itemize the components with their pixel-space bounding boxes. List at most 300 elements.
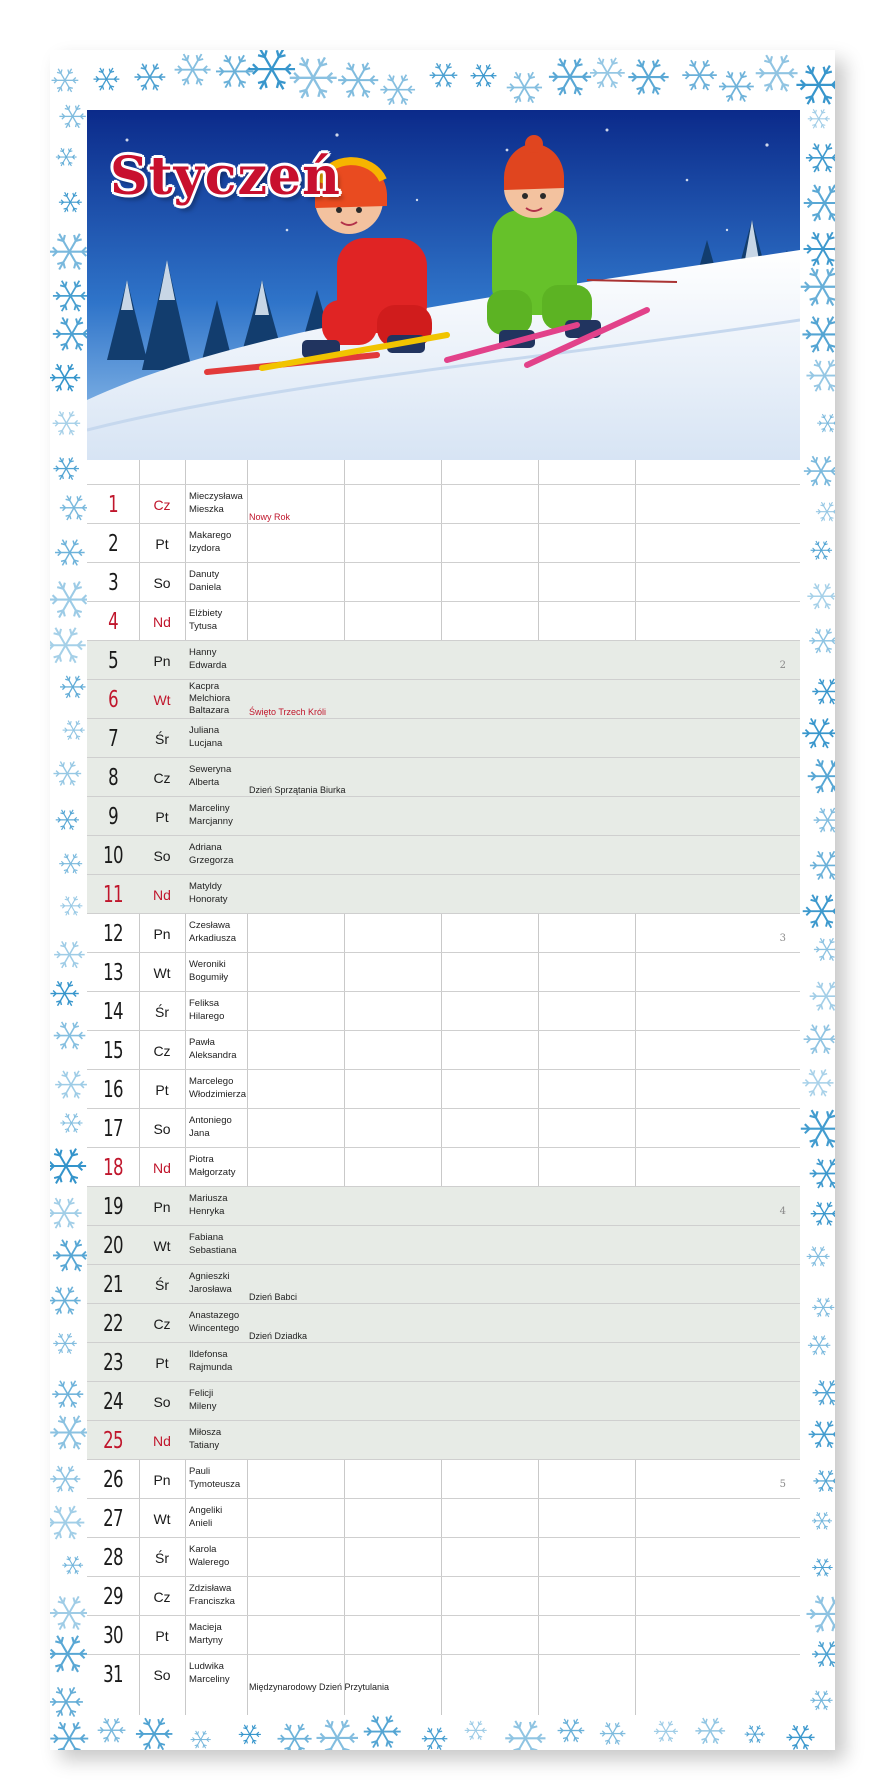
day-number: 10 bbox=[103, 842, 123, 869]
name-day: Danuty bbox=[189, 569, 220, 580]
name-days bbox=[189, 919, 251, 945]
name-days bbox=[189, 1543, 251, 1569]
day-number: 23 bbox=[103, 1349, 123, 1376]
snowflake-icon bbox=[505, 1721, 545, 1750]
snowflake-icon bbox=[422, 1728, 448, 1750]
day-row[interactable] bbox=[87, 874, 800, 914]
weekday-label: Wt bbox=[153, 1237, 171, 1254]
name-day: Izydora bbox=[189, 543, 221, 554]
name-day: Zdzisława bbox=[189, 1583, 232, 1594]
weekday-label: Cz bbox=[153, 1588, 171, 1605]
snowflake-icon bbox=[806, 144, 835, 173]
day-row[interactable] bbox=[87, 991, 800, 1031]
name-days bbox=[189, 1426, 251, 1452]
holiday-label: Nowy Rok bbox=[249, 512, 291, 522]
snowflake-icon bbox=[803, 895, 835, 928]
day-number: 19 bbox=[103, 1193, 123, 1220]
week-number: 5 bbox=[779, 1479, 786, 1490]
day-number: 5 bbox=[108, 647, 118, 674]
day-number: 14 bbox=[103, 998, 123, 1025]
snowflake-icon bbox=[802, 718, 835, 748]
holiday-label: Dzień Sprzątania Biurka bbox=[249, 785, 346, 795]
weekday-label: Cz bbox=[153, 1315, 171, 1332]
name-day: Czesława bbox=[189, 920, 231, 931]
name-day: Adriana bbox=[189, 842, 222, 853]
snowflake-icon bbox=[804, 185, 835, 221]
name-day: Mieczysława bbox=[189, 491, 243, 502]
day-row[interactable] bbox=[87, 1069, 800, 1109]
name-days bbox=[189, 1582, 251, 1608]
snowflake-icon bbox=[59, 105, 85, 128]
day-row[interactable] bbox=[87, 1576, 800, 1616]
name-day: Matyldy bbox=[189, 881, 222, 892]
name-days bbox=[189, 1114, 251, 1140]
day-row[interactable] bbox=[87, 1264, 800, 1304]
snowflake-icon bbox=[812, 1512, 832, 1529]
snowflake-icon bbox=[812, 1559, 832, 1577]
snowflake-icon bbox=[53, 411, 81, 435]
snowflake-icon bbox=[56, 810, 79, 830]
weekday-label: So bbox=[153, 1120, 171, 1137]
snowflake-icon bbox=[62, 1556, 83, 1574]
weekday-label: Cz bbox=[153, 769, 171, 786]
day-number: 26 bbox=[103, 1466, 123, 1493]
snowflake-icon bbox=[811, 541, 832, 560]
name-days bbox=[189, 568, 251, 594]
weekday-label: Śr bbox=[155, 1549, 169, 1566]
weekday-label: Nd bbox=[153, 886, 171, 903]
snowflake-icon bbox=[695, 1718, 725, 1744]
weekday-label: Pn bbox=[153, 925, 171, 942]
snowflake-icon bbox=[134, 64, 165, 91]
day-row[interactable] bbox=[87, 601, 800, 641]
name-days bbox=[189, 1348, 251, 1374]
name-day: Rajmunda bbox=[189, 1362, 233, 1373]
day-row[interactable] bbox=[87, 1030, 800, 1070]
name-days bbox=[189, 841, 251, 867]
snowflake-icon bbox=[50, 1416, 89, 1450]
weekday-label: Pn bbox=[153, 1198, 171, 1215]
weekday-label: Śr bbox=[155, 1276, 169, 1293]
snowflake-icon bbox=[52, 69, 79, 92]
weekday-label: So bbox=[153, 1393, 171, 1410]
day-number: 6 bbox=[108, 686, 118, 713]
snowflake-icon bbox=[600, 1723, 626, 1745]
holiday-label: Święto Trzech Króli bbox=[249, 707, 327, 717]
snowflake-icon bbox=[812, 1641, 835, 1666]
day-number: 1 bbox=[108, 491, 118, 518]
snowflake-icon bbox=[364, 1716, 401, 1748]
snowflake-icon bbox=[50, 1198, 82, 1228]
day-number: 28 bbox=[103, 1544, 123, 1571]
name-day: Angeliki bbox=[189, 1505, 223, 1516]
name-day: Edwarda bbox=[189, 660, 227, 671]
weekday-label: Nd bbox=[153, 613, 171, 630]
weekday-label: Pt bbox=[155, 535, 169, 552]
name-days bbox=[189, 997, 251, 1023]
day-number: 2 bbox=[108, 530, 118, 557]
snowflake-icon bbox=[55, 1071, 87, 1099]
day-number: 12 bbox=[103, 920, 123, 947]
snowflake-icon bbox=[53, 1333, 77, 1353]
snowflake-icon bbox=[60, 896, 82, 915]
snowflake-icon bbox=[216, 55, 253, 87]
day-number: 11 bbox=[103, 881, 123, 908]
name-days bbox=[189, 763, 251, 789]
day-row[interactable] bbox=[87, 640, 800, 680]
day-row[interactable] bbox=[87, 1654, 800, 1694]
name-day: Wincentego bbox=[189, 1323, 240, 1334]
weekday-label: So bbox=[153, 1666, 171, 1683]
snowflake-icon bbox=[50, 1687, 83, 1716]
snowflake-icon bbox=[53, 457, 79, 479]
name-day: Miłosza bbox=[189, 1427, 222, 1438]
name-day: Mileny bbox=[189, 1401, 217, 1412]
snowflake-icon bbox=[756, 55, 798, 91]
name-day: Makarego bbox=[189, 530, 232, 541]
name-day: Elżbiety bbox=[189, 608, 223, 619]
snowflake-icon bbox=[807, 1247, 830, 1267]
calendar-page bbox=[50, 50, 835, 1750]
day-row[interactable] bbox=[87, 1108, 800, 1148]
snowflake-icon bbox=[50, 582, 90, 618]
name-days bbox=[189, 1231, 251, 1257]
day-number: 27 bbox=[103, 1505, 123, 1532]
snowflake-icon bbox=[50, 1466, 80, 1492]
name-day: Tatiany bbox=[189, 1440, 220, 1451]
snowflake-icon bbox=[98, 1718, 126, 1742]
day-row[interactable] bbox=[87, 562, 800, 602]
snowflake-icon bbox=[816, 502, 835, 521]
day-row[interactable] bbox=[87, 757, 800, 797]
name-day: Anieli bbox=[189, 1518, 213, 1529]
name-day: Małgorzaty bbox=[189, 1167, 236, 1178]
snowflake-icon bbox=[810, 1159, 835, 1188]
name-day: Fabiana bbox=[189, 1232, 224, 1243]
snowflake-icon bbox=[802, 317, 835, 353]
snowflake-icon bbox=[239, 1725, 261, 1744]
weekday-label: Cz bbox=[153, 1042, 171, 1059]
snowflake-icon bbox=[53, 762, 81, 786]
name-days bbox=[189, 1192, 251, 1218]
snowflake-icon bbox=[465, 1721, 487, 1740]
snowflake-icon bbox=[801, 1110, 835, 1147]
day-number: 22 bbox=[103, 1310, 123, 1337]
week-number: 3 bbox=[779, 933, 786, 944]
name-day: Marcelego bbox=[189, 1076, 234, 1087]
name-day: Ildefonsa bbox=[189, 1349, 228, 1360]
name-day: Aleksandra bbox=[189, 1050, 237, 1061]
snowflake-icon bbox=[810, 851, 835, 879]
weekday-label: Pn bbox=[153, 1471, 171, 1488]
name-day: Antoniego bbox=[189, 1115, 232, 1126]
name-day: Ludwika bbox=[189, 1661, 224, 1672]
weekday-label: Nd bbox=[153, 1159, 171, 1176]
snowflake-icon bbox=[53, 317, 91, 350]
weekday-label: So bbox=[153, 574, 171, 591]
weekday-label: Pt bbox=[155, 1081, 169, 1098]
name-day: Marceliny bbox=[189, 803, 230, 814]
snowflake-icon bbox=[278, 1724, 312, 1750]
weekday-label: Pt bbox=[155, 808, 169, 825]
day-number: 16 bbox=[103, 1076, 123, 1103]
day-number: 3 bbox=[108, 569, 118, 596]
name-day: Kacpra bbox=[189, 681, 220, 692]
day-row[interactable] bbox=[87, 523, 800, 563]
snowflake-icon bbox=[507, 72, 542, 103]
day-row[interactable] bbox=[87, 1225, 800, 1265]
name-days bbox=[189, 1153, 251, 1179]
snowflake-icon bbox=[813, 1380, 835, 1405]
snowflake-icon bbox=[802, 1069, 833, 1096]
day-number: 21 bbox=[103, 1271, 123, 1298]
weekday-label: Pn bbox=[153, 652, 171, 669]
name-day: Henryka bbox=[189, 1206, 225, 1217]
name-days bbox=[189, 681, 251, 717]
name-days bbox=[189, 958, 251, 984]
name-day: Daniela bbox=[189, 582, 222, 593]
weekday-label: Cz bbox=[153, 496, 171, 513]
calendar-grid bbox=[87, 460, 800, 1715]
name-days bbox=[189, 724, 251, 750]
name-days bbox=[189, 646, 251, 672]
name-days bbox=[189, 1270, 251, 1296]
name-day: Felicji bbox=[189, 1388, 214, 1399]
day-row[interactable] bbox=[87, 679, 800, 719]
snowflake-icon bbox=[549, 59, 591, 96]
name-days bbox=[189, 1465, 251, 1491]
snowflake-icon bbox=[175, 54, 211, 85]
day-row[interactable] bbox=[87, 484, 800, 524]
snowflake-icon bbox=[812, 1298, 834, 1317]
name-day: Melchiora bbox=[189, 693, 231, 704]
name-day: Marceliny bbox=[189, 1674, 230, 1685]
day-number: 7 bbox=[108, 725, 118, 752]
name-day: Feliksa bbox=[189, 998, 220, 1009]
day-number: 24 bbox=[103, 1388, 123, 1415]
name-day: Jarosława bbox=[189, 1284, 232, 1295]
snowflake-icon bbox=[56, 148, 77, 166]
day-number: 30 bbox=[103, 1622, 123, 1649]
snowflake-icon bbox=[50, 234, 90, 270]
snowflake-icon bbox=[590, 58, 625, 88]
snowflake-icon bbox=[558, 1719, 585, 1742]
name-day: Tytusa bbox=[189, 621, 217, 632]
snowflake-icon bbox=[60, 496, 88, 520]
weekday-label: Śr bbox=[155, 1003, 169, 1020]
weekday-label: Wt bbox=[153, 1510, 171, 1527]
snowflake-icon bbox=[808, 109, 830, 128]
snowflake-icon bbox=[809, 1421, 835, 1448]
day-row[interactable] bbox=[87, 1147, 800, 1187]
snowflake-icon bbox=[796, 66, 835, 105]
day-number: 18 bbox=[103, 1154, 123, 1181]
snowflake-icon bbox=[54, 1022, 86, 1049]
snowflake-icon bbox=[316, 1720, 358, 1750]
day-number: 29 bbox=[103, 1583, 123, 1610]
snowflake-icon bbox=[719, 71, 754, 101]
week-number: 2 bbox=[779, 660, 786, 671]
name-days bbox=[189, 529, 251, 555]
day-row[interactable] bbox=[87, 952, 800, 992]
name-day: Alberta bbox=[189, 777, 220, 788]
name-day: Walerego bbox=[189, 1557, 230, 1568]
name-days bbox=[189, 802, 251, 828]
name-day: Arkadiusza bbox=[189, 933, 236, 944]
day-row[interactable] bbox=[87, 1615, 800, 1655]
day-row[interactable] bbox=[87, 1186, 800, 1226]
snowflake-icon bbox=[808, 1336, 830, 1355]
day-row[interactable] bbox=[87, 835, 800, 875]
name-day: Agnieszki bbox=[189, 1271, 230, 1282]
name-day: Hanny bbox=[189, 647, 217, 658]
snowflake-icon bbox=[50, 364, 80, 391]
snowflake-icon bbox=[804, 456, 835, 486]
snowflake-icon bbox=[811, 1202, 835, 1226]
snowflake-icon bbox=[801, 268, 835, 306]
snowflake-icon bbox=[54, 941, 85, 967]
snowflake-icon bbox=[810, 1691, 832, 1710]
name-day: Sebastiana bbox=[189, 1245, 237, 1256]
snowflake-icon bbox=[50, 981, 78, 1006]
holiday-label: Międzynarodowy Dzień Przytulania bbox=[249, 1682, 390, 1692]
name-day: Jana bbox=[189, 1128, 210, 1139]
day-row[interactable] bbox=[87, 718, 800, 758]
day-number: 20 bbox=[103, 1232, 123, 1259]
name-days bbox=[189, 490, 251, 516]
snowflake-icon bbox=[53, 1240, 89, 1271]
snowflake-icon bbox=[804, 1025, 835, 1054]
snowflake-icon bbox=[50, 1596, 88, 1629]
day-row[interactable] bbox=[87, 913, 800, 953]
name-days bbox=[189, 607, 251, 633]
snowflake-icon bbox=[809, 629, 835, 653]
name-day: Martyny bbox=[189, 1635, 223, 1646]
holiday-label: Dzień Babci bbox=[249, 1292, 298, 1302]
day-number: 4 bbox=[108, 608, 118, 635]
day-number: 17 bbox=[103, 1115, 123, 1142]
name-day: Mariusza bbox=[189, 1193, 228, 1204]
weekday-label: So bbox=[153, 847, 171, 864]
snowflake-icon bbox=[55, 540, 85, 566]
snowflake-icon bbox=[813, 1470, 835, 1492]
snowflake-icon bbox=[59, 854, 82, 874]
snowflake-icon bbox=[812, 679, 835, 704]
snowflake-icon bbox=[52, 1381, 83, 1408]
name-days bbox=[189, 880, 251, 906]
snowflake-icon bbox=[136, 1718, 172, 1750]
snowflake-icon bbox=[745, 1725, 765, 1742]
name-day: Pauli bbox=[189, 1466, 211, 1477]
weekday-label: Pt bbox=[155, 1354, 169, 1371]
day-row[interactable] bbox=[87, 1420, 800, 1460]
weekday-label: Pt bbox=[155, 1627, 169, 1644]
snowflake-icon bbox=[59, 192, 82, 212]
day-number: 9 bbox=[108, 803, 118, 830]
name-day: Karola bbox=[189, 1544, 217, 1555]
week-number: 4 bbox=[779, 1206, 786, 1217]
weekday-label: Nd bbox=[153, 1432, 171, 1449]
day-row[interactable] bbox=[87, 1381, 800, 1421]
snowflake-icon bbox=[806, 1596, 835, 1633]
snowflake-icon bbox=[804, 232, 835, 266]
snowflake-icon bbox=[63, 721, 85, 740]
name-days bbox=[189, 1075, 251, 1101]
name-days bbox=[189, 1621, 251, 1647]
snowflake-icon bbox=[50, 1722, 88, 1750]
snowflake-icon bbox=[806, 360, 835, 391]
name-day: Hilarego bbox=[189, 1011, 225, 1022]
snowflake-icon bbox=[808, 759, 835, 793]
name-day: Grzegorza bbox=[189, 855, 234, 866]
snowflake-icon bbox=[290, 57, 337, 98]
name-day: Juliana bbox=[189, 725, 220, 736]
name-day: Lucjana bbox=[189, 738, 223, 749]
name-day: Tymoteusza bbox=[189, 1479, 241, 1490]
snowflake-icon bbox=[682, 60, 717, 90]
name-day: Włodzimierza bbox=[189, 1089, 247, 1100]
snowflake-icon bbox=[814, 808, 835, 832]
name-day: Piotra bbox=[189, 1154, 214, 1165]
day-number: 25 bbox=[103, 1427, 123, 1454]
snowflake-icon bbox=[93, 68, 119, 90]
snowflake-icon bbox=[814, 938, 835, 960]
day-row[interactable] bbox=[87, 796, 800, 836]
day-row[interactable] bbox=[87, 1459, 800, 1499]
snowflake-icon bbox=[430, 63, 458, 87]
snowflake-icon bbox=[380, 75, 415, 105]
weekday-label: Wt bbox=[153, 964, 171, 981]
snowflake-icon bbox=[248, 50, 295, 89]
day-number: 13 bbox=[103, 959, 123, 986]
day-row[interactable] bbox=[87, 1303, 800, 1343]
name-day: Macieja bbox=[189, 1622, 222, 1633]
name-day: Franciszka bbox=[189, 1596, 235, 1607]
snowflake-icon bbox=[807, 584, 835, 609]
name-day: Weroniki bbox=[189, 959, 226, 970]
name-day: Anastazego bbox=[189, 1310, 240, 1321]
name-day: Seweryna bbox=[189, 764, 232, 775]
snowflake-icon bbox=[50, 1287, 81, 1315]
name-day: Baltazara bbox=[189, 705, 230, 716]
name-day: Mieszka bbox=[189, 504, 224, 515]
day-row[interactable] bbox=[87, 1342, 800, 1382]
snowflake-icon bbox=[50, 628, 86, 663]
name-day: Marcjanny bbox=[189, 816, 233, 827]
name-days bbox=[189, 1387, 251, 1413]
snowflake-icon bbox=[50, 1506, 84, 1539]
name-day: Bogumiły bbox=[189, 972, 229, 983]
month-title: Styczeń bbox=[110, 146, 341, 207]
day-row[interactable] bbox=[87, 1537, 800, 1577]
snowflake-icon bbox=[654, 1721, 678, 1742]
day-number: 15 bbox=[103, 1037, 123, 1064]
day-number: 31 bbox=[103, 1661, 123, 1688]
day-row[interactable] bbox=[87, 1498, 800, 1538]
name-days bbox=[189, 1309, 251, 1335]
snowflake-icon bbox=[60, 676, 86, 698]
weekday-label: Śr bbox=[155, 730, 169, 747]
name-days bbox=[189, 1504, 251, 1530]
day-number: 8 bbox=[108, 764, 118, 791]
snowflake-icon bbox=[60, 1113, 82, 1132]
name-days bbox=[189, 1036, 251, 1062]
snowflake-icon bbox=[50, 1149, 86, 1184]
snowflake-icon bbox=[810, 982, 835, 1011]
weekday-label: Wt bbox=[153, 691, 171, 708]
snowflake-icon bbox=[786, 1725, 814, 1749]
snowflake-icon bbox=[471, 64, 497, 86]
